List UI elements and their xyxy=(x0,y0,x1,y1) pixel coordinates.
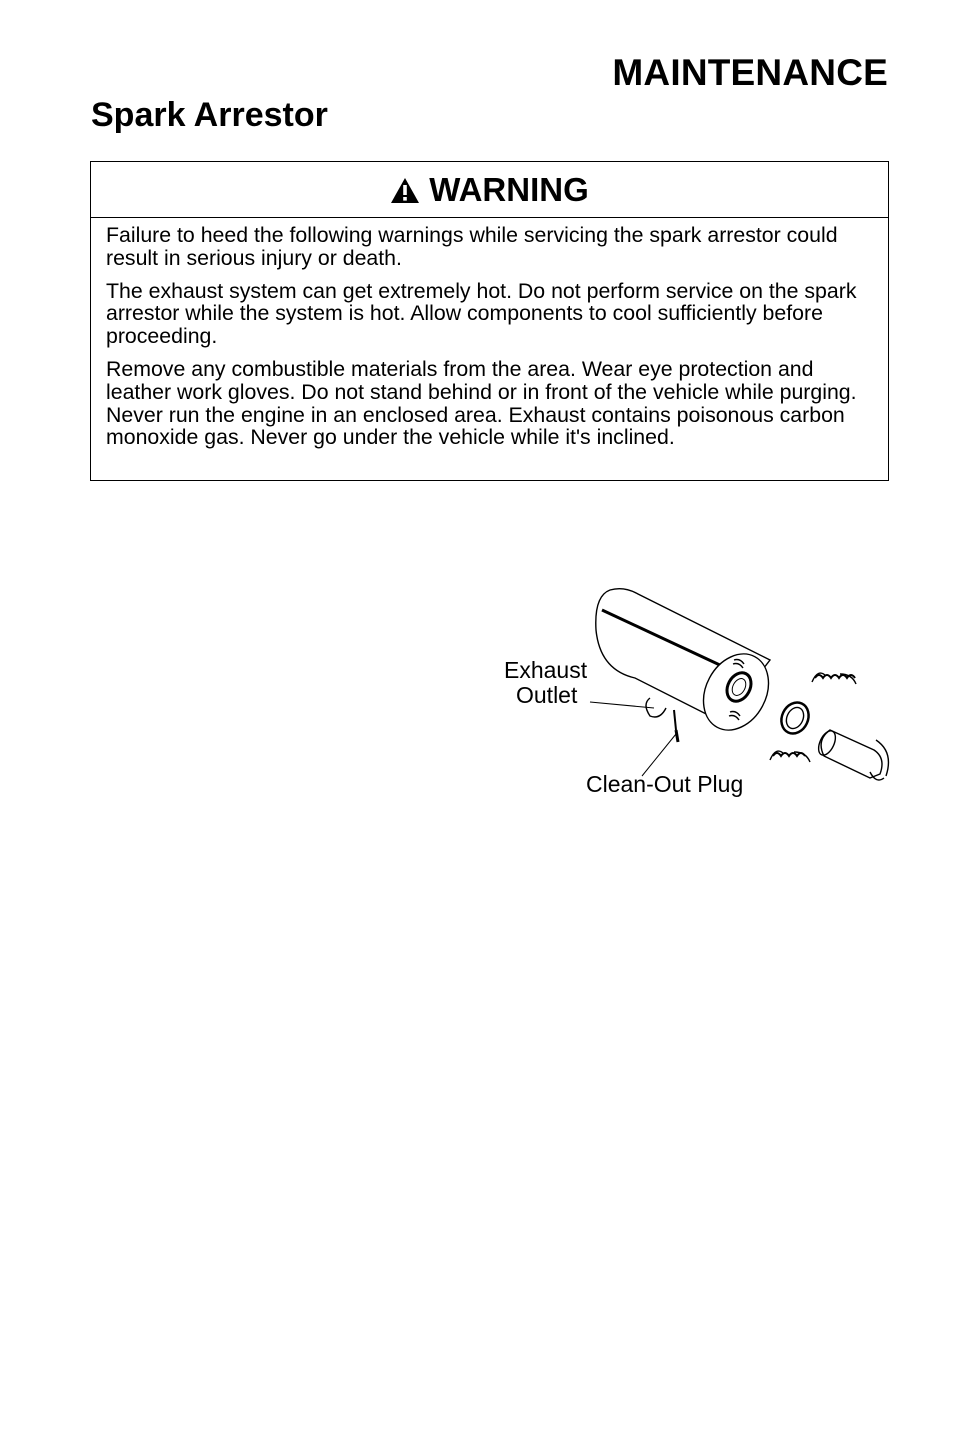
warning-paragraph: The exhaust system can get extremely hot. Do not perform service on the spark arrestor while the system is hot. Allow components to cool sufficiently before proceeding. xyxy=(106,278,857,349)
exhaust-outlet-label-line1: Exhaust xyxy=(504,657,588,683)
warning-triangle-icon xyxy=(390,177,420,204)
warning-title: WARNING xyxy=(429,170,589,208)
clean-out-plug-label: Clean-Out Plug xyxy=(586,771,744,797)
warning-box xyxy=(90,161,889,481)
warning-paragraph: Failure to heed the following warnings while servicing the spark arrestor could result in serious injury or death. xyxy=(106,223,838,270)
warning-body xyxy=(91,218,888,449)
exhaust-outlet-label-line2: Outlet xyxy=(516,682,578,708)
section-title: Spark Arrestor xyxy=(91,96,328,134)
spark-arrestor-diagram xyxy=(490,580,910,810)
warning-header xyxy=(91,162,888,218)
warning-paragraph: Remove any combustible materials from the area. Wear eye protection and leather work gloves. Do not stand behind or in front of the vehicle while purging. Never run the engine in an enclosed area. Exhaust contains poisonous carbon monoxide gas. Never go under the vehicle while it's inclined. xyxy=(106,356,857,450)
chapter-title: MAINTENANCE xyxy=(612,52,888,93)
